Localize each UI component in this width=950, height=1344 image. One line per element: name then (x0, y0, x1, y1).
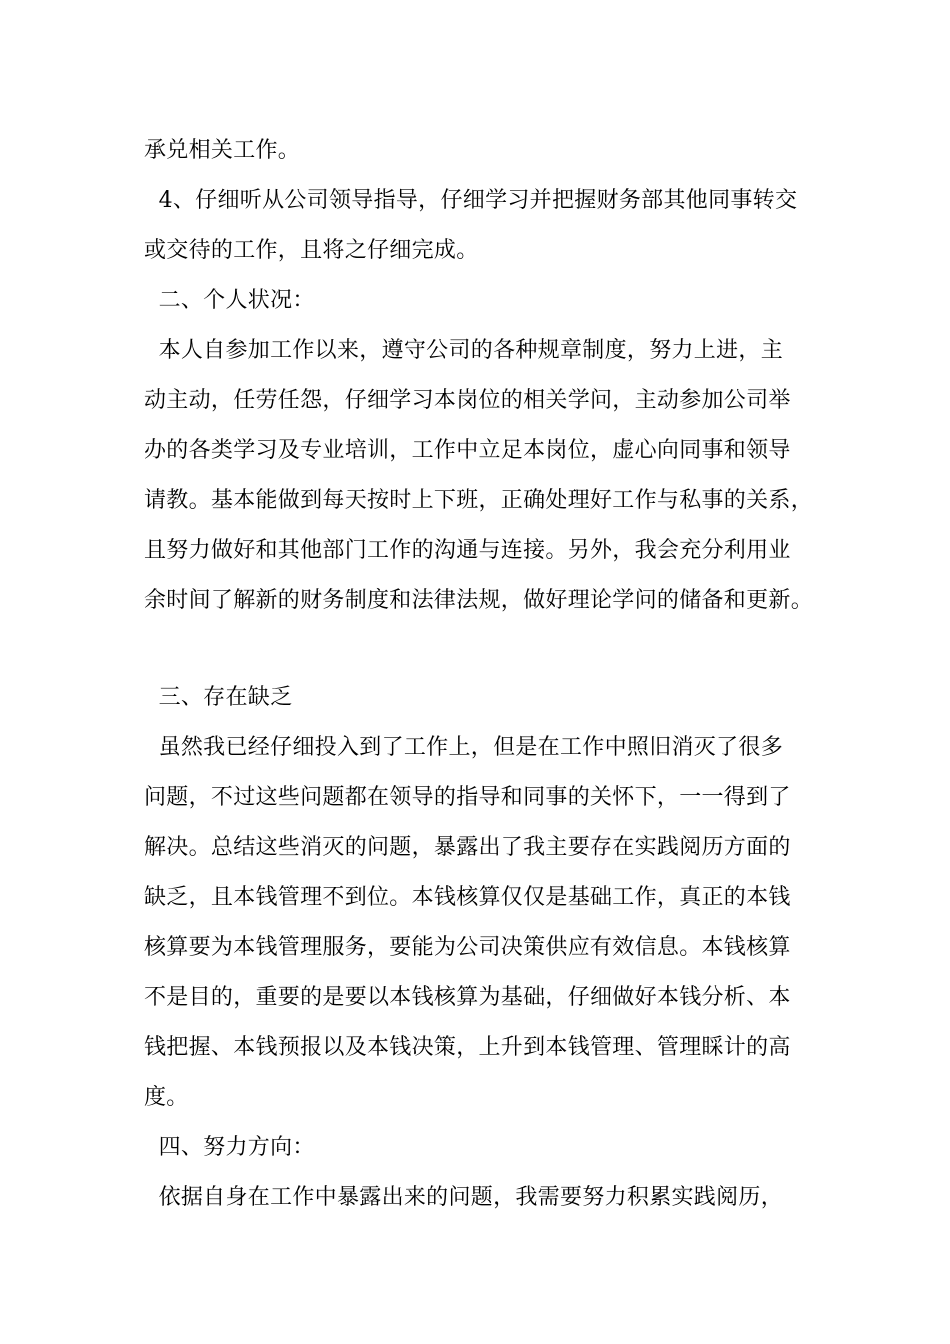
section-heading: 四、努力方向： (144, 1135, 315, 1160)
text-line: 请教。基本能做到每天按时上下班，正确处理好工作与私事的关系， (144, 488, 814, 513)
section-heading: 二、个人状况： (144, 288, 315, 313)
text-line: 解决。总结这些消灭的问题，暴露出了我主要存在实践阅历方面的 (144, 835, 791, 860)
text-line: 且努力做好和其他部门工作的沟通与连接。另外，我会充分利用业 (144, 538, 791, 563)
text-line: 依据自身在工作中暴露出来的问题，我需要努力积累实践阅历， (144, 1185, 783, 1210)
text-line: 本人自参加工作以来，遵守公司的各种规章制度，努力上进，主 (144, 338, 783, 363)
text-line: 度。 (144, 1085, 189, 1110)
text-line: 问题，不过这些问题都在领导的指导和同事的关怀下，一一得到了 (144, 785, 791, 810)
text-line: 或交待的工作，且将之仔细完成。 (144, 238, 479, 263)
text-line: 办的各类学习及专业培训，工作中立足本岗位，虚心向同事和领导 (144, 438, 791, 463)
text-line: 钱把握、本钱预报以及本钱决策，上升到本钱管理、管理睬计的高 (144, 1035, 791, 1060)
text-line: 动主动，任劳任怨，仔细学习本岗位的相关学问，主动参加公司举 (144, 388, 791, 413)
text-line: 4、仔细听从公司领导指导，仔细学习并把握财务部其他同事转交 (144, 188, 798, 213)
text-line: 核算要为本钱管理服务，要能为公司决策供应有效信息。本钱核算 (144, 935, 791, 960)
text-line: 虽然我已经仔细投入到了工作上，但是在工作中照旧消灭了很多 (144, 735, 783, 760)
text-line: 缺乏，且本钱管理不到位。本钱核算仅仅是基础工作，真正的本钱 (144, 885, 791, 910)
section-heading: 三、存在缺乏 (144, 685, 293, 710)
text-line: 余时间了解新的财务制度和法律法规，做好理论学问的储备和更新。 (144, 588, 814, 613)
text-line: 承兑相关工作。 (144, 138, 301, 163)
text-line: 不是目的，重要的是要以本钱核算为基础，仔细做好本钱分析、本 (144, 985, 791, 1010)
